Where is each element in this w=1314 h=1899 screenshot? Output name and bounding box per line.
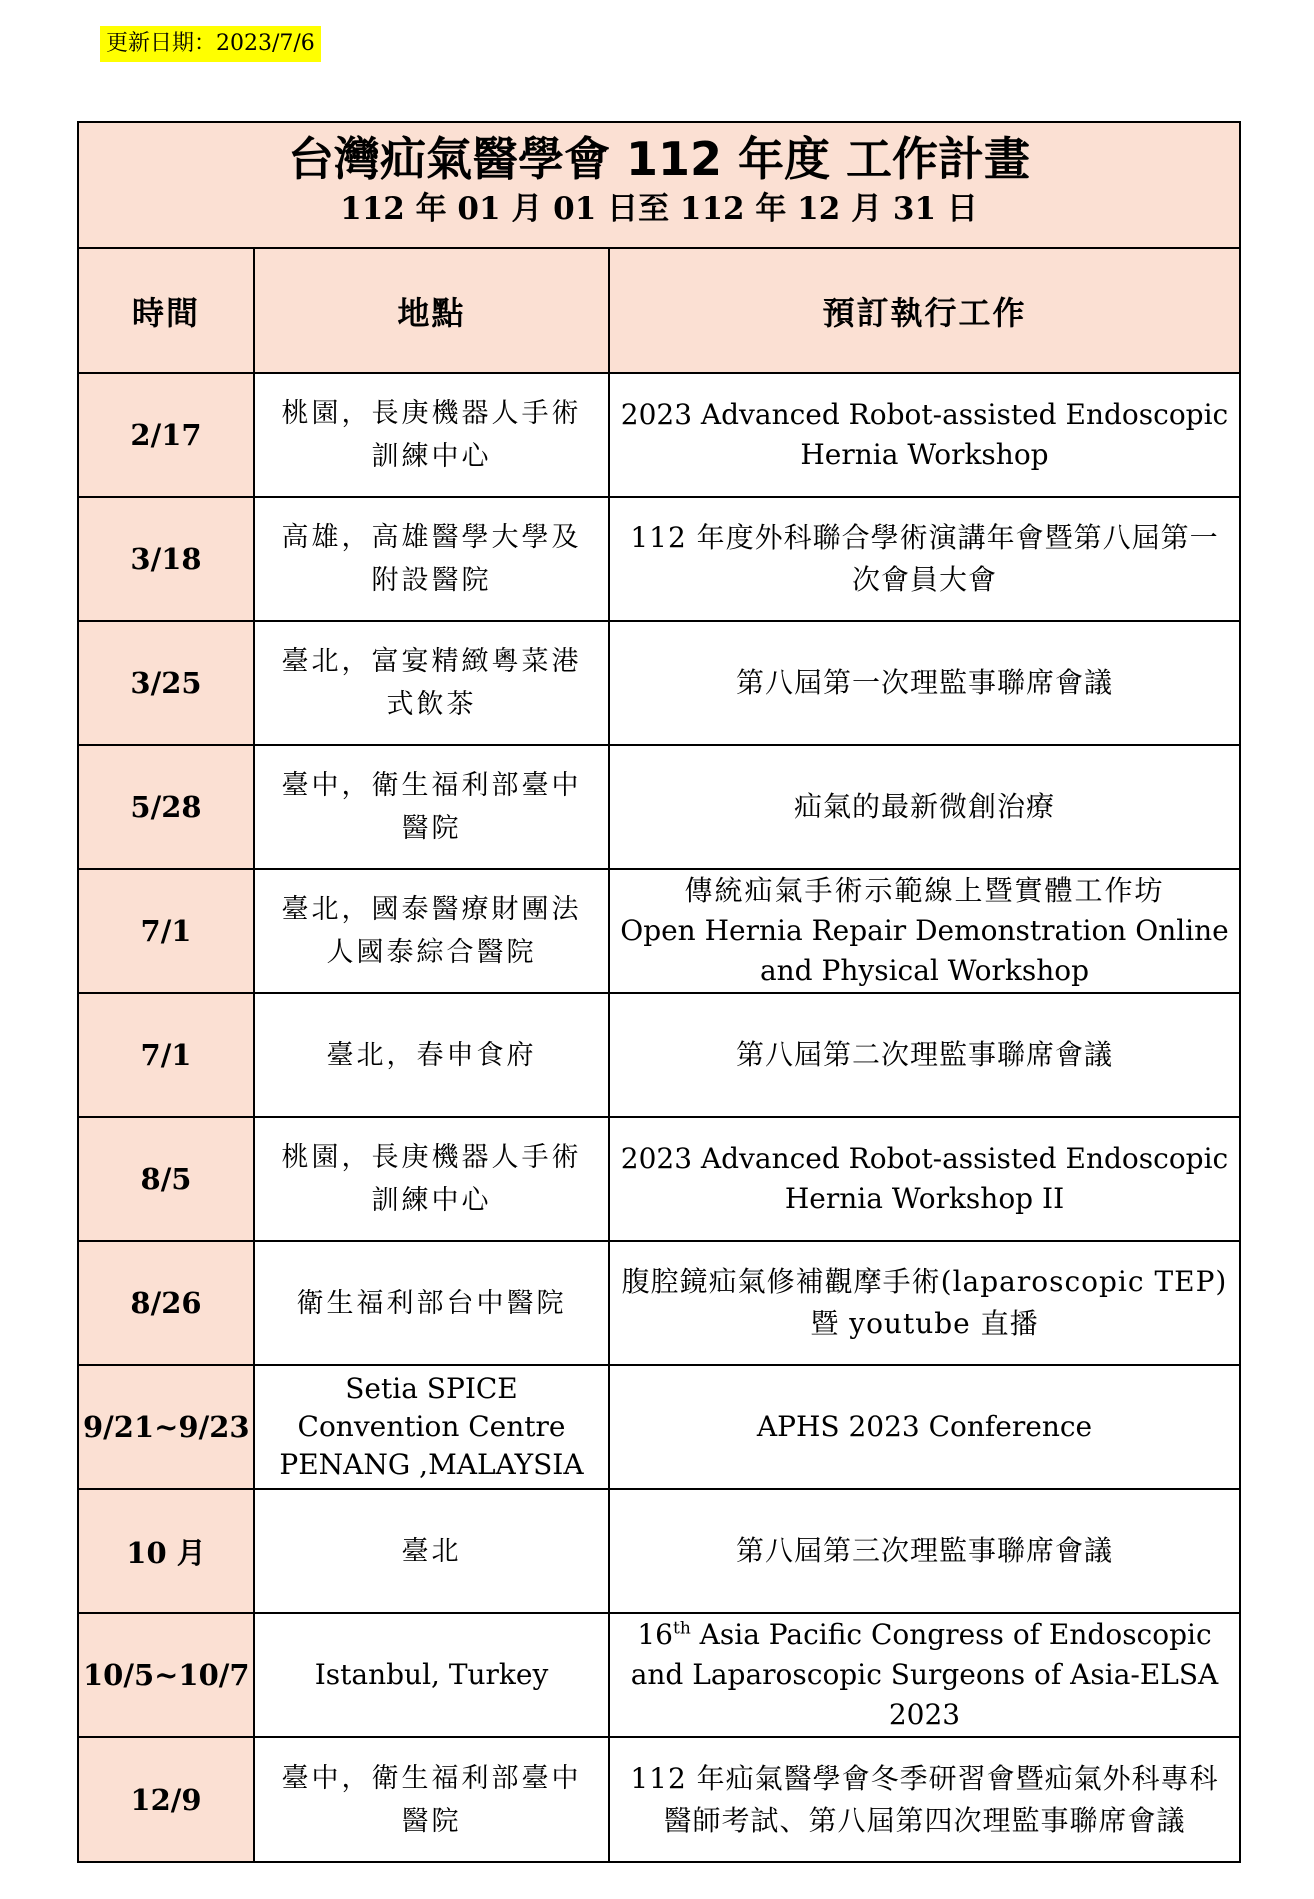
page-title: 台灣疝氣醫學會 112 年度 工作計畫 — [287, 132, 1031, 186]
table-row — [79, 1489, 1239, 1613]
period-subtitle: 112 年 01 月 01 日至 112 年 12 月 31 日 — [340, 191, 978, 227]
row-time: 5/28 — [79, 745, 254, 869]
column-header-time: 時間 — [79, 249, 254, 373]
row-place: 衛生福利部台中醫院 — [254, 1241, 609, 1365]
row-time: 12/9 — [79, 1737, 254, 1861]
row-place: Setia SPICE Convention Centre PENANG ,MALAYSIA — [254, 1365, 609, 1489]
row-task-zh: 傳統疝氣手術示範線上暨實體工作坊 — [684, 874, 1165, 907]
row-time: 10/5~10/7 — [79, 1613, 254, 1737]
table-row — [79, 993, 1239, 1117]
row-task — [609, 869, 1239, 993]
row-task: APHS 2023 Conference — [609, 1365, 1239, 1489]
row-time: 7/1 — [79, 869, 254, 993]
row-place: 高雄，高雄醫學大學及附設醫院 — [254, 497, 609, 621]
table-row — [79, 621, 1239, 745]
table-row — [79, 745, 1239, 869]
row-task: 2023 Advanced Robot-assisted Endoscopic Hernia Workshop — [609, 373, 1239, 497]
row-task-en: Open Hernia Repair Demonstration Online and Physical Workshop — [620, 914, 1229, 987]
row-place: 桃園，長庚機器人手術訓練中心 — [254, 373, 609, 497]
row-task — [609, 1613, 1239, 1737]
column-header-place: 地點 — [254, 249, 609, 373]
table-row — [79, 1241, 1239, 1365]
table-header — [79, 123, 1239, 249]
row-task: 112 年度外科聯合學術演講年會暨第八屆第一次會員大會 — [609, 497, 1239, 621]
table-row — [79, 1737, 1239, 1861]
table-row — [79, 1365, 1239, 1489]
row-task: 112 年疝氣醫學會冬季研習會暨疝氣外科專科醫師考試、第八屆第四次理監事聯席會議 — [609, 1737, 1239, 1861]
schedule-table — [79, 249, 1239, 1861]
row-place: 臺北，國泰醫療財團法人國泰綜合醫院 — [254, 869, 609, 993]
row-time: 8/26 — [79, 1241, 254, 1365]
row-time: 10 月 — [79, 1489, 254, 1613]
row-place: 臺中，衛生福利部臺中醫院 — [254, 1737, 609, 1861]
row-task: 疝氣的最新微創治療 — [609, 745, 1239, 869]
row-time: 3/18 — [79, 497, 254, 621]
row-place: 桃園，長庚機器人手術訓練中心 — [254, 1117, 609, 1241]
row-place: 臺中，衛生福利部臺中醫院 — [254, 745, 609, 869]
row-place: 臺北 — [254, 1489, 609, 1613]
row-task-ordinal: 16 — [637, 1618, 673, 1651]
row-time: 3/25 — [79, 621, 254, 745]
row-time: 8/5 — [79, 1117, 254, 1241]
table-row — [79, 869, 1239, 993]
row-task-ordinal-suffix: th — [672, 1618, 691, 1639]
row-task: 第八屆第二次理監事聯席會議 — [609, 993, 1239, 1117]
table-row — [79, 373, 1239, 497]
row-task: 第八屆第三次理監事聯席會議 — [609, 1489, 1239, 1613]
row-place: Istanbul, Turkey — [254, 1613, 609, 1737]
row-task: 腹腔鏡疝氣修補觀摩手術(laparoscopic TEP)暨 youtube 直播 — [609, 1241, 1239, 1365]
row-place: 臺北，春申食府 — [254, 993, 609, 1117]
update-date: 更新日期：2023/7/6 — [100, 26, 321, 62]
row-place: 臺北，富宴精緻粵菜港式飲茶 — [254, 621, 609, 745]
row-time: 9/21~9/23 — [79, 1365, 254, 1489]
table-row — [79, 1117, 1239, 1241]
row-task: 2023 Advanced Robot-assisted Endoscopic Hernia Workshop II — [609, 1117, 1239, 1241]
table-row — [79, 1613, 1239, 1737]
row-task-text: Asia Pacific Congress of Endoscopic and Laparoscopic Surgeons of Asia-ELSA 2023 — [630, 1618, 1219, 1731]
work-plan-table — [77, 121, 1241, 1863]
row-time: 2/17 — [79, 373, 254, 497]
row-time: 7/1 — [79, 993, 254, 1117]
row-task: 第八屆第一次理監事聯席會議 — [609, 621, 1239, 745]
table-row — [79, 497, 1239, 621]
column-header-task: 預訂執行工作 — [609, 249, 1239, 373]
column-header-row — [79, 249, 1239, 373]
